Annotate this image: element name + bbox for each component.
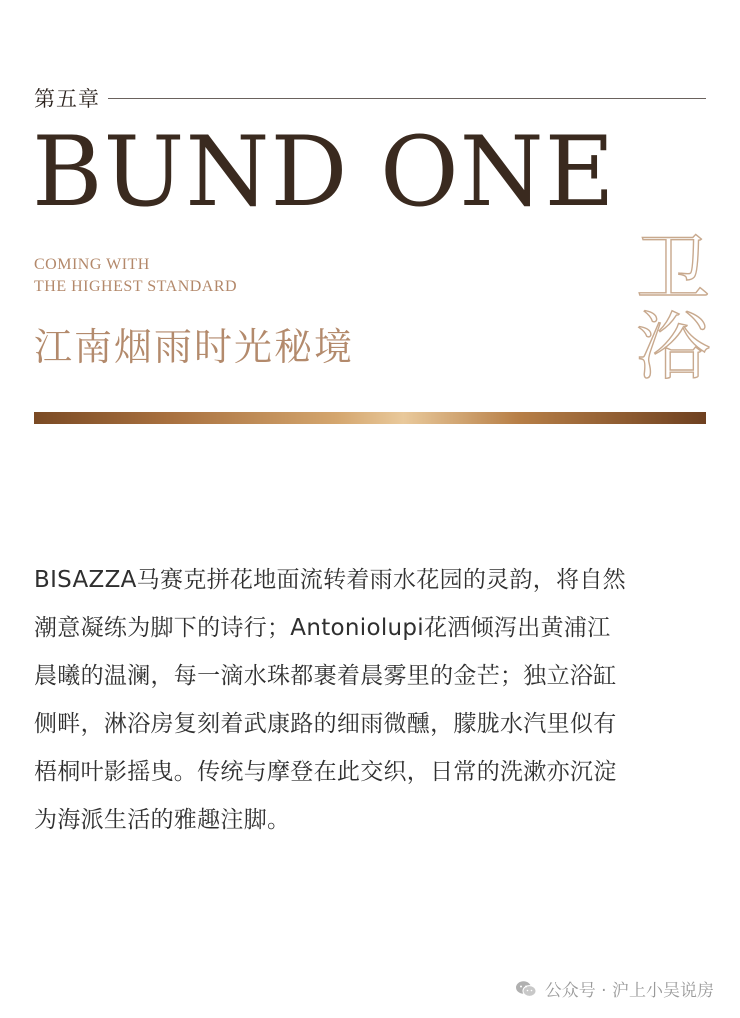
chapter-header — [34, 84, 706, 112]
watermark-text: 公众号 · 沪上小吴说房 — [544, 981, 714, 1001]
page-title: BUND ONE — [32, 116, 616, 228]
body-line: BISAZZA马赛克拼花地面流转着雨水花园的灵韵，将自然 — [34, 567, 626, 593]
chinese-subtitle: 江南烟雨时光秘境 — [34, 325, 355, 369]
body-line: 晨曦的温澜，每一滴水珠都裹着晨雾里的金芒；独立浴缸 — [34, 663, 617, 689]
chapter-divider — [108, 98, 706, 99]
body-line: 潮意凝练为脚下的诗行；Antoniolupi花洒倾泻出黄浦江 — [34, 615, 611, 641]
english-subtitle-line-1: COMING WITH — [34, 256, 150, 273]
body-line: 侧畔，淋浴房复刻着武康路的细雨微醺，朦胧水汽里似有 — [34, 711, 617, 737]
body-paragraph — [34, 556, 710, 844]
gold-divider-bar — [34, 412, 706, 424]
watermark — [515, 976, 714, 1001]
english-subtitle-line-2: THE HIGHEST STANDARD — [34, 278, 238, 295]
chapter-label: 第五章 — [34, 87, 100, 111]
section-char-2: 浴 — [636, 304, 710, 390]
body-line: 为海派生活的雅趣注脚。 — [34, 807, 291, 833]
section-name-vertical — [628, 226, 718, 390]
wechat-icon — [515, 980, 537, 998]
english-subtitle — [34, 254, 237, 298]
section-char-1: 卫 — [636, 226, 710, 312]
body-line: 梧桐叶影摇曳。传统与摩登在此交织，日常的洗漱亦沉淀 — [34, 759, 617, 785]
